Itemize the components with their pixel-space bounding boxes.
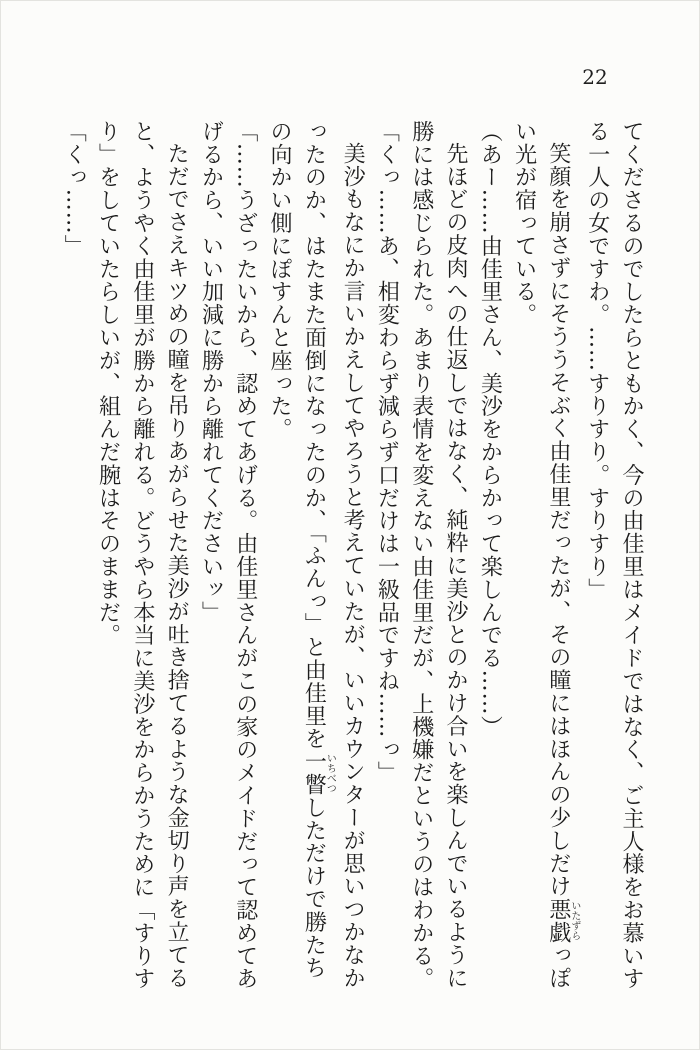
text-block [56, 120, 648, 994]
text-column: ったのか、はたまた面倒になったのか、「ふんっ」と由佳里を一瞥いちべつしただけで勝たち [301, 120, 336, 980]
page-number: 22 [582, 65, 608, 89]
text-column: 「……うざったいから、認めてあげる。由佳里さんがこの家のメイドだって認めてあ [232, 120, 258, 991]
text-column: の向かい側にぽすんと座った。 [267, 120, 293, 441]
text-column: てくださるのでしたらともかく、今の由佳里はメイドではなく、ご主人様をお慕いす [619, 120, 644, 991]
text-column: 勝には感じられた。あまり表情を変えない由佳里だが、上機嫌だというのはわかる。 [408, 120, 434, 991]
text-column: 美沙もなにか言いかえしてやろうと考えていたが、いいカウンターが思いつかなか [340, 142, 366, 990]
text-column: り」をしていたらしいが、組んだ腕はそのままだ。 [95, 120, 121, 647]
furigana-annotation: 一瞥いちべつ [301, 750, 336, 797]
text-column: 「くっ……」 [61, 120, 87, 258]
text-column: （あー……由佳里さん、美沙をからかって楽しんでる……） [477, 120, 503, 739]
text-column: 笑顔を崩さずにそううそぶく由佳里だったが、その瞳にはほんの少しだけ悪戯いたずらっぽ [545, 142, 580, 990]
text-column: 「くっ……あ、相変わらず減らず口だけは一級品ですね……っ」 [374, 120, 400, 785]
text-column: げるから、いい加減に勝から離れてくださいッ」 [198, 120, 224, 624]
text-column: る一人の女ですわ。……すりすり。すりすり」 [584, 120, 610, 601]
text-column: 先ほどの皮肉への仕返しではなく、純粋に美沙とのかけ合いを楽しんでいるように [443, 142, 469, 990]
text-column: い光が宿っている。 [511, 120, 537, 327]
furigana-annotation: 悪戯いたずら [545, 897, 580, 944]
text-column: と、ようやく由佳里が勝から離れる。どうやら本当に美沙をからかうために「すりす [129, 120, 155, 991]
text-column: ただでさえキツめの瞳を吊りあがらせた美沙が吐き捨てるような金切り声を立てる [164, 142, 190, 990]
